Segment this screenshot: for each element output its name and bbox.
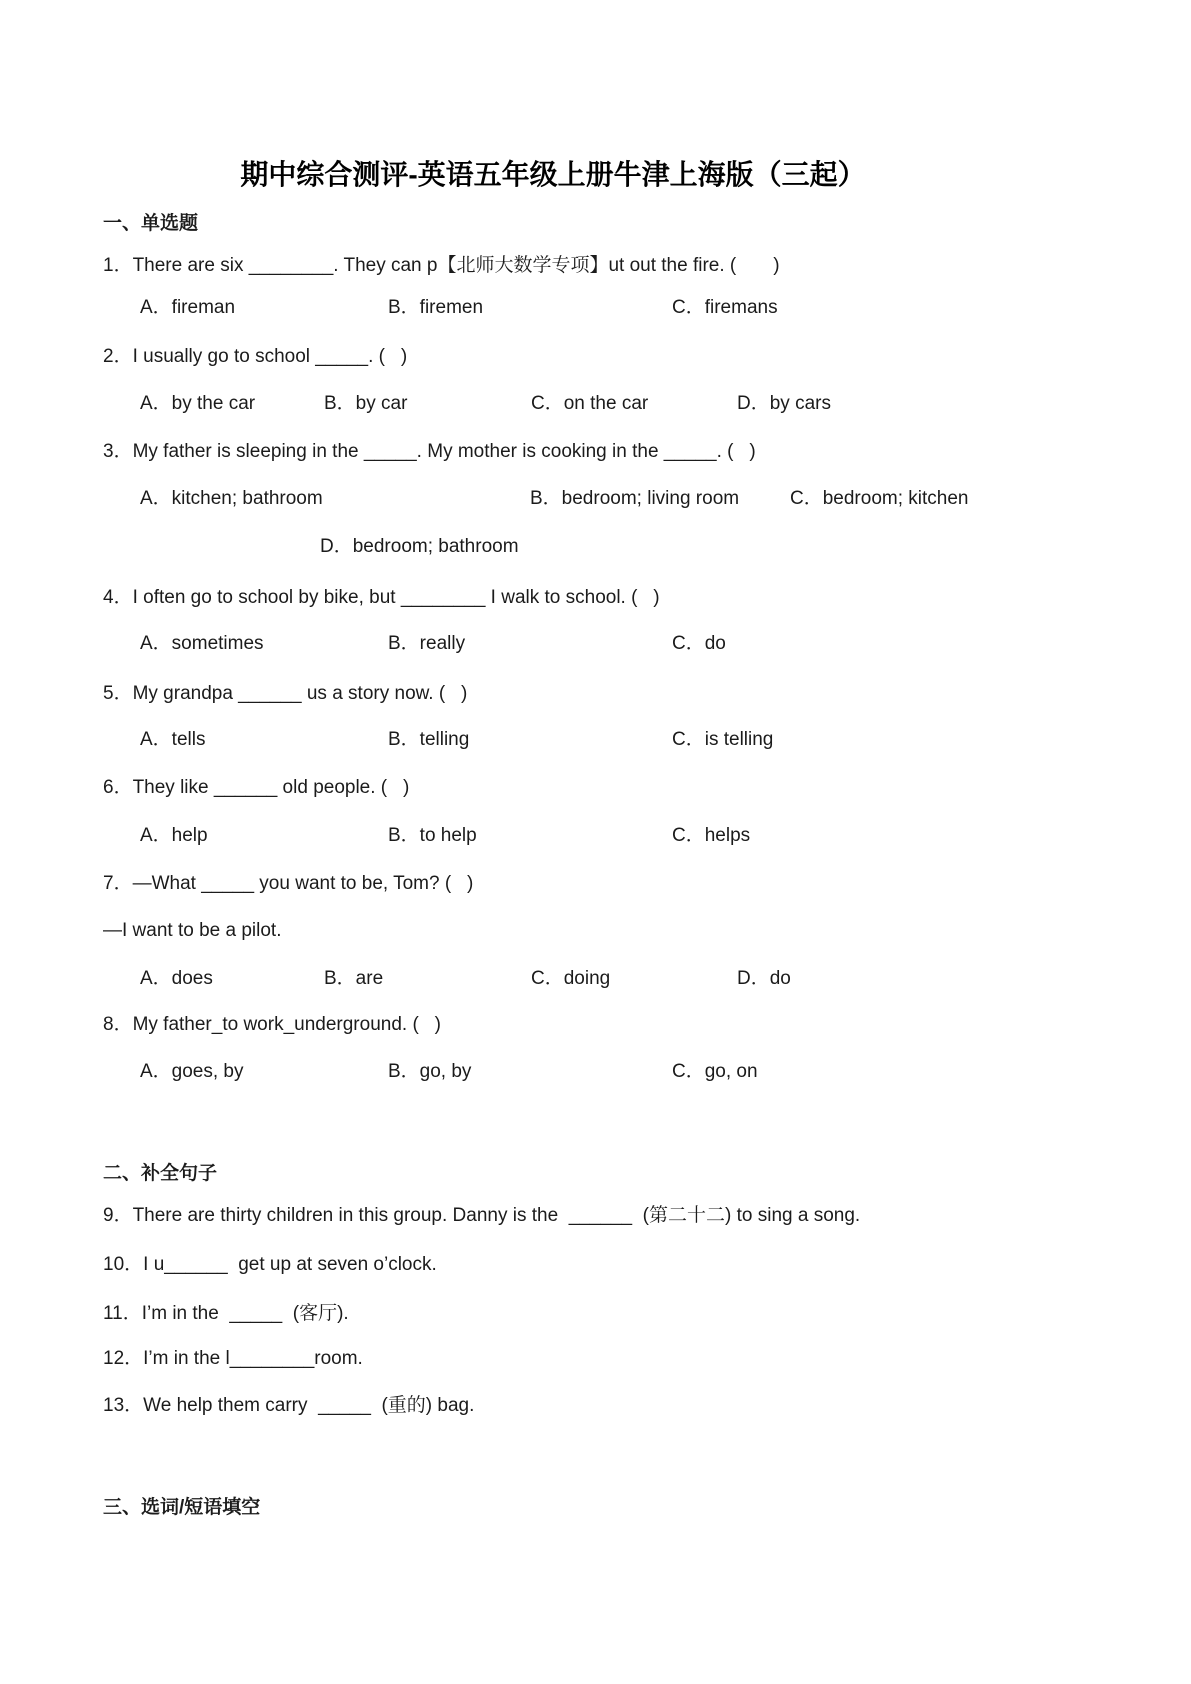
option-2c: C．on the car <box>531 393 649 414</box>
section-3-heading: 三、选词/短语填空 <box>103 1497 261 1518</box>
question-7-text: 7．—What _____ you want to be, Tom? ( ) <box>103 873 474 894</box>
question-8-options <box>103 1060 1111 1084</box>
option-6c: C．helps <box>672 825 751 846</box>
option-3c: C．bedroom; kitchen <box>790 488 969 509</box>
option-1a: A．fireman <box>140 297 236 318</box>
option-7b: B．are <box>324 968 384 989</box>
option-3d: D．bedroom; bathroom <box>320 536 519 557</box>
question-2-options <box>103 392 1111 416</box>
question-9-text: 9．There are thirty children in this group. Danny is the ______ (第二十二) to sing a song. <box>103 1205 861 1226</box>
section-2-heading: 二、补全句子 <box>103 1163 218 1184</box>
option-2d: D．by cars <box>737 393 831 414</box>
option-5a: A．tells <box>140 729 206 750</box>
question-3-options-row2 <box>103 535 1111 559</box>
section-1-heading: 一、单选题 <box>103 213 199 234</box>
option-8c: C．go, on <box>672 1061 758 1082</box>
option-7c: C．doing <box>531 968 611 989</box>
question-11-text: 11．I’m in the _____ (客厅). <box>103 1303 349 1324</box>
question-2-text: 2．I usually go to school _____. ( ) <box>103 346 408 367</box>
option-1b: B．firemen <box>388 297 484 318</box>
option-7d: D．do <box>737 968 791 989</box>
option-3a: A．kitchen; bathroom <box>140 488 323 509</box>
option-8a: A．goes, by <box>140 1061 244 1082</box>
option-6b: B．to help <box>388 825 477 846</box>
page-title: 期中综合测评-英语五年级上册牛津上海版（三起） <box>240 159 866 190</box>
question-8-text: 8．My father_to work_underground. ( ) <box>103 1014 441 1035</box>
option-8b: B．go, by <box>388 1061 472 1082</box>
option-3b: B．bedroom; living room <box>530 488 740 509</box>
option-5b: B．telling <box>388 729 470 750</box>
question-13-text: 13．We help them carry _____ (重的) bag. <box>103 1395 475 1416</box>
option-2a: A．by the car <box>140 393 256 414</box>
question-3-text: 3．My father is sleeping in the _____. My mother is cooking in the _____. ( ) <box>103 441 756 462</box>
question-5-text: 5．My grandpa ______ us a story now. ( ) <box>103 683 468 704</box>
question-1-options <box>103 296 1111 320</box>
option-4c: C．do <box>672 633 726 654</box>
question-7-options <box>103 967 1111 991</box>
option-2b: B．by car <box>324 393 408 414</box>
option-6a: A．help <box>140 825 208 846</box>
question-10-text: 10．I u______ get up at seven o’clock. <box>103 1254 437 1275</box>
question-4-text: 4．I often go to school by bike, but ________ I walk to school. ( ) <box>103 587 660 608</box>
option-7a: A．does <box>140 968 213 989</box>
question-1-text: 1．There are six ________. They can p【北师大数学专项】ut out the fire. ( ) <box>103 255 780 276</box>
question-7-reply: —I want to be a pilot. <box>103 920 282 941</box>
question-3-options-row1 <box>103 487 1111 511</box>
option-4b: B．really <box>388 633 466 654</box>
question-12-text: 12．I’m in the l________room. <box>103 1348 363 1369</box>
question-6-text: 6．They like ______ old people. ( ) <box>103 777 410 798</box>
question-6-options <box>103 824 1111 848</box>
question-4-options <box>103 632 1111 656</box>
question-5-options <box>103 728 1111 752</box>
option-4a: A．sometimes <box>140 633 264 654</box>
option-1c: C．firemans <box>672 297 778 318</box>
option-5c: C．is telling <box>672 729 774 750</box>
